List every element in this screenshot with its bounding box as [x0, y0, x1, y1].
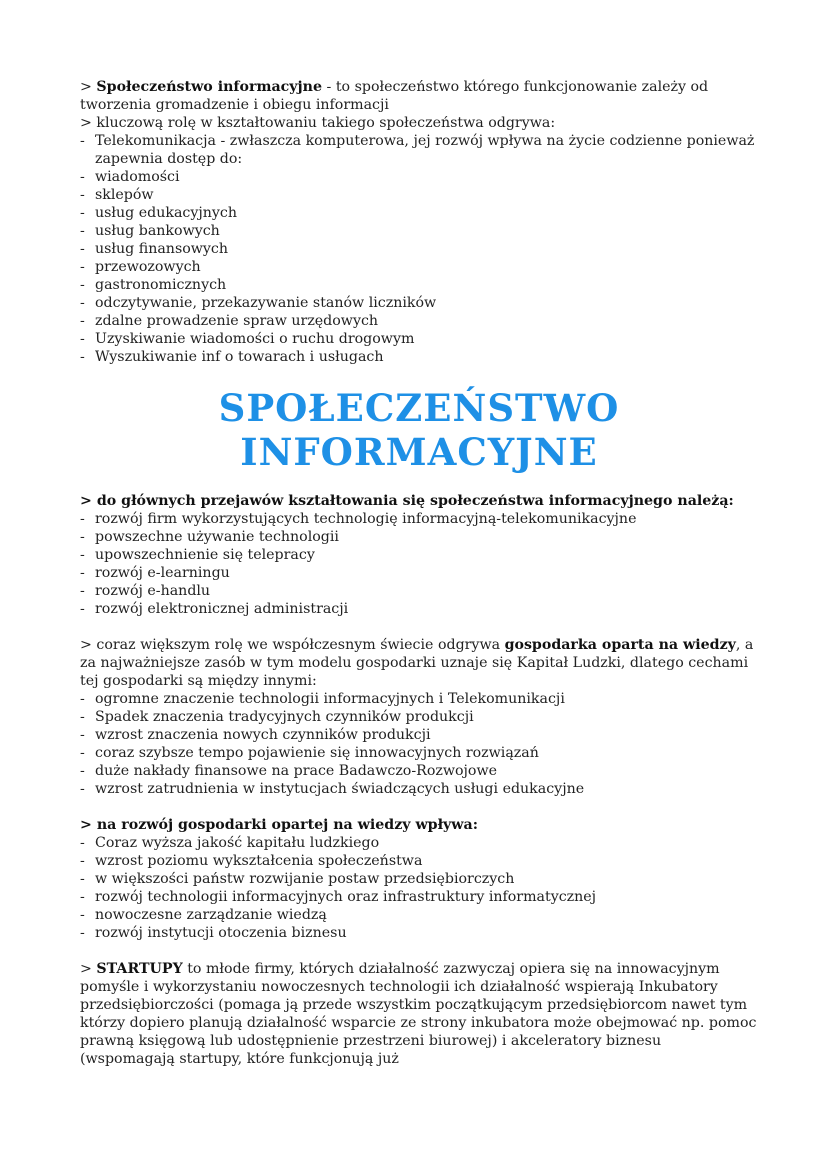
startups-term: STARTUPY — [96, 961, 183, 977]
list-item: - rozwój elektronicznej administracji — [80, 600, 758, 618]
list-item: - odczytywanie, przekazywanie stanów liczników — [80, 294, 758, 312]
development-heading: > na rozwój gospodarki opartej na wiedzy wpływa: — [80, 817, 478, 833]
list-item: - wiadomości — [80, 168, 758, 186]
list-item: - upowszechnienie się telepracy — [80, 546, 758, 564]
list-item: - Spadek znaczenia tradycyjnych czynników produkcji — [80, 708, 758, 726]
list-item: - powszechne używanie technologii — [80, 528, 758, 546]
list-item: - usług finansowych — [80, 240, 758, 258]
key-role-line: > kluczową rolę w kształtowaniu takiego społeczeństwa odgrywa: — [80, 115, 556, 131]
list-item: - zdalne prowadzenie spraw urzędowych — [80, 312, 758, 330]
list-item: - przewozowych — [80, 258, 758, 276]
knowledge-economy-term: gospodarka oparta na wiedzy — [504, 637, 736, 653]
list-item: - Wyszukiwanie inf o towarach i usługach — [80, 348, 758, 366]
intro-definition: > Społeczeństwo informacyjne - to społeczeństwo którego funkcjonowanie zależy od tworzenia gromadzenie i obiegu informacji — [80, 79, 709, 113]
development-list — [80, 834, 758, 942]
manifestations-heading: > do głównych przejawów kształtowania się społeczeństwa informacyjnego należą: — [80, 493, 734, 509]
title-line-1: SPOŁECZEŃSTWO — [218, 386, 620, 430]
list-item: - coraz szybsze tempo pojawienie się innowacyjnych rozwiązań — [80, 744, 758, 762]
list-item: - usług bankowych — [80, 222, 758, 240]
list-item: - duże nakłady finansowe na prace Badawczo-Rozwojowe — [80, 762, 758, 780]
list-item: - sklepów — [80, 186, 758, 204]
list-item: - usług edukacyjnych — [80, 204, 758, 222]
page-title — [80, 386, 758, 474]
access-list — [80, 132, 758, 366]
list-item: - rozwój technologii informacyjnych oraz infrastruktury informatycznej — [80, 888, 758, 906]
list-item: - wzrost poziomu wykształcenia społeczeństwa — [80, 852, 758, 870]
list-item: - gastronomicznych — [80, 276, 758, 294]
knowledge-economy-list — [80, 690, 758, 798]
list-item: - nowoczesne zarządzanie wiedzą — [80, 906, 758, 924]
telecom-item: - Telekomunikacja - zwłaszcza komputerowa, jej rozwój wpływa na życie codzienne ponieważ zapewnia dostęp do: — [80, 132, 758, 168]
title-line-2: INFORMACYJNE — [240, 430, 598, 474]
manifestations-list — [80, 510, 758, 618]
intro-term: Społeczeństwo informacyjne — [96, 79, 323, 95]
list-item: - Uzyskiwanie wiadomości o ruchu drogowym — [80, 330, 758, 348]
list-item: - w większości państw rozwijanie postaw przedsiębiorczych — [80, 870, 758, 888]
startups-paragraph: > STARTUPY to młode firmy, których działalność zazwyczaj opiera się na innowacyjnym pomyśle i wykorzystaniu nowoczesnych technologii ich działalność wspierają Inkubatory przedsiębiorczości (pomaga ją przede wszystkim początkującym przedsiębiorcom nawet tym którzy dopiero planują działalność wsparcie ze strony inkubatora może obejmować np. pomoc prawną księgową lub udostępnienie przestrzeni biurowej) i akceleratory biznesu (wspomagają startupy, które funkcjonują już — [80, 961, 757, 1067]
knowledge-economy-paragraph: > coraz większym rolę we współczesnym świecie odgrywa gospodarka oparta na wiedzy, a za najważniejsze zasób w tym modelu gospodarki uznaje się Kapitał Ludzki, dlatego cechami tej gospodarki są między innymi: — [80, 637, 754, 689]
list-item: - rozwój firm wykorzystujących technologię informacyjną-telekomunikacyjne — [80, 510, 758, 528]
list-item: - wzrost zatrudnienia w instytucjach świadczących usługi edukacyjne — [80, 780, 758, 798]
list-item: - rozwój e-learningu — [80, 564, 758, 582]
list-item: - wzrost znaczenia nowych czynników produkcji — [80, 726, 758, 744]
list-item: - Coraz wyższa jakość kapitału ludzkiego — [80, 834, 758, 852]
list-item: - rozwój e-handlu — [80, 582, 758, 600]
list-item: - rozwój instytucji otoczenia biznesu — [80, 924, 758, 942]
list-item: - ogromne znaczenie technologii informacyjnych i Telekomunikacji — [80, 690, 758, 708]
